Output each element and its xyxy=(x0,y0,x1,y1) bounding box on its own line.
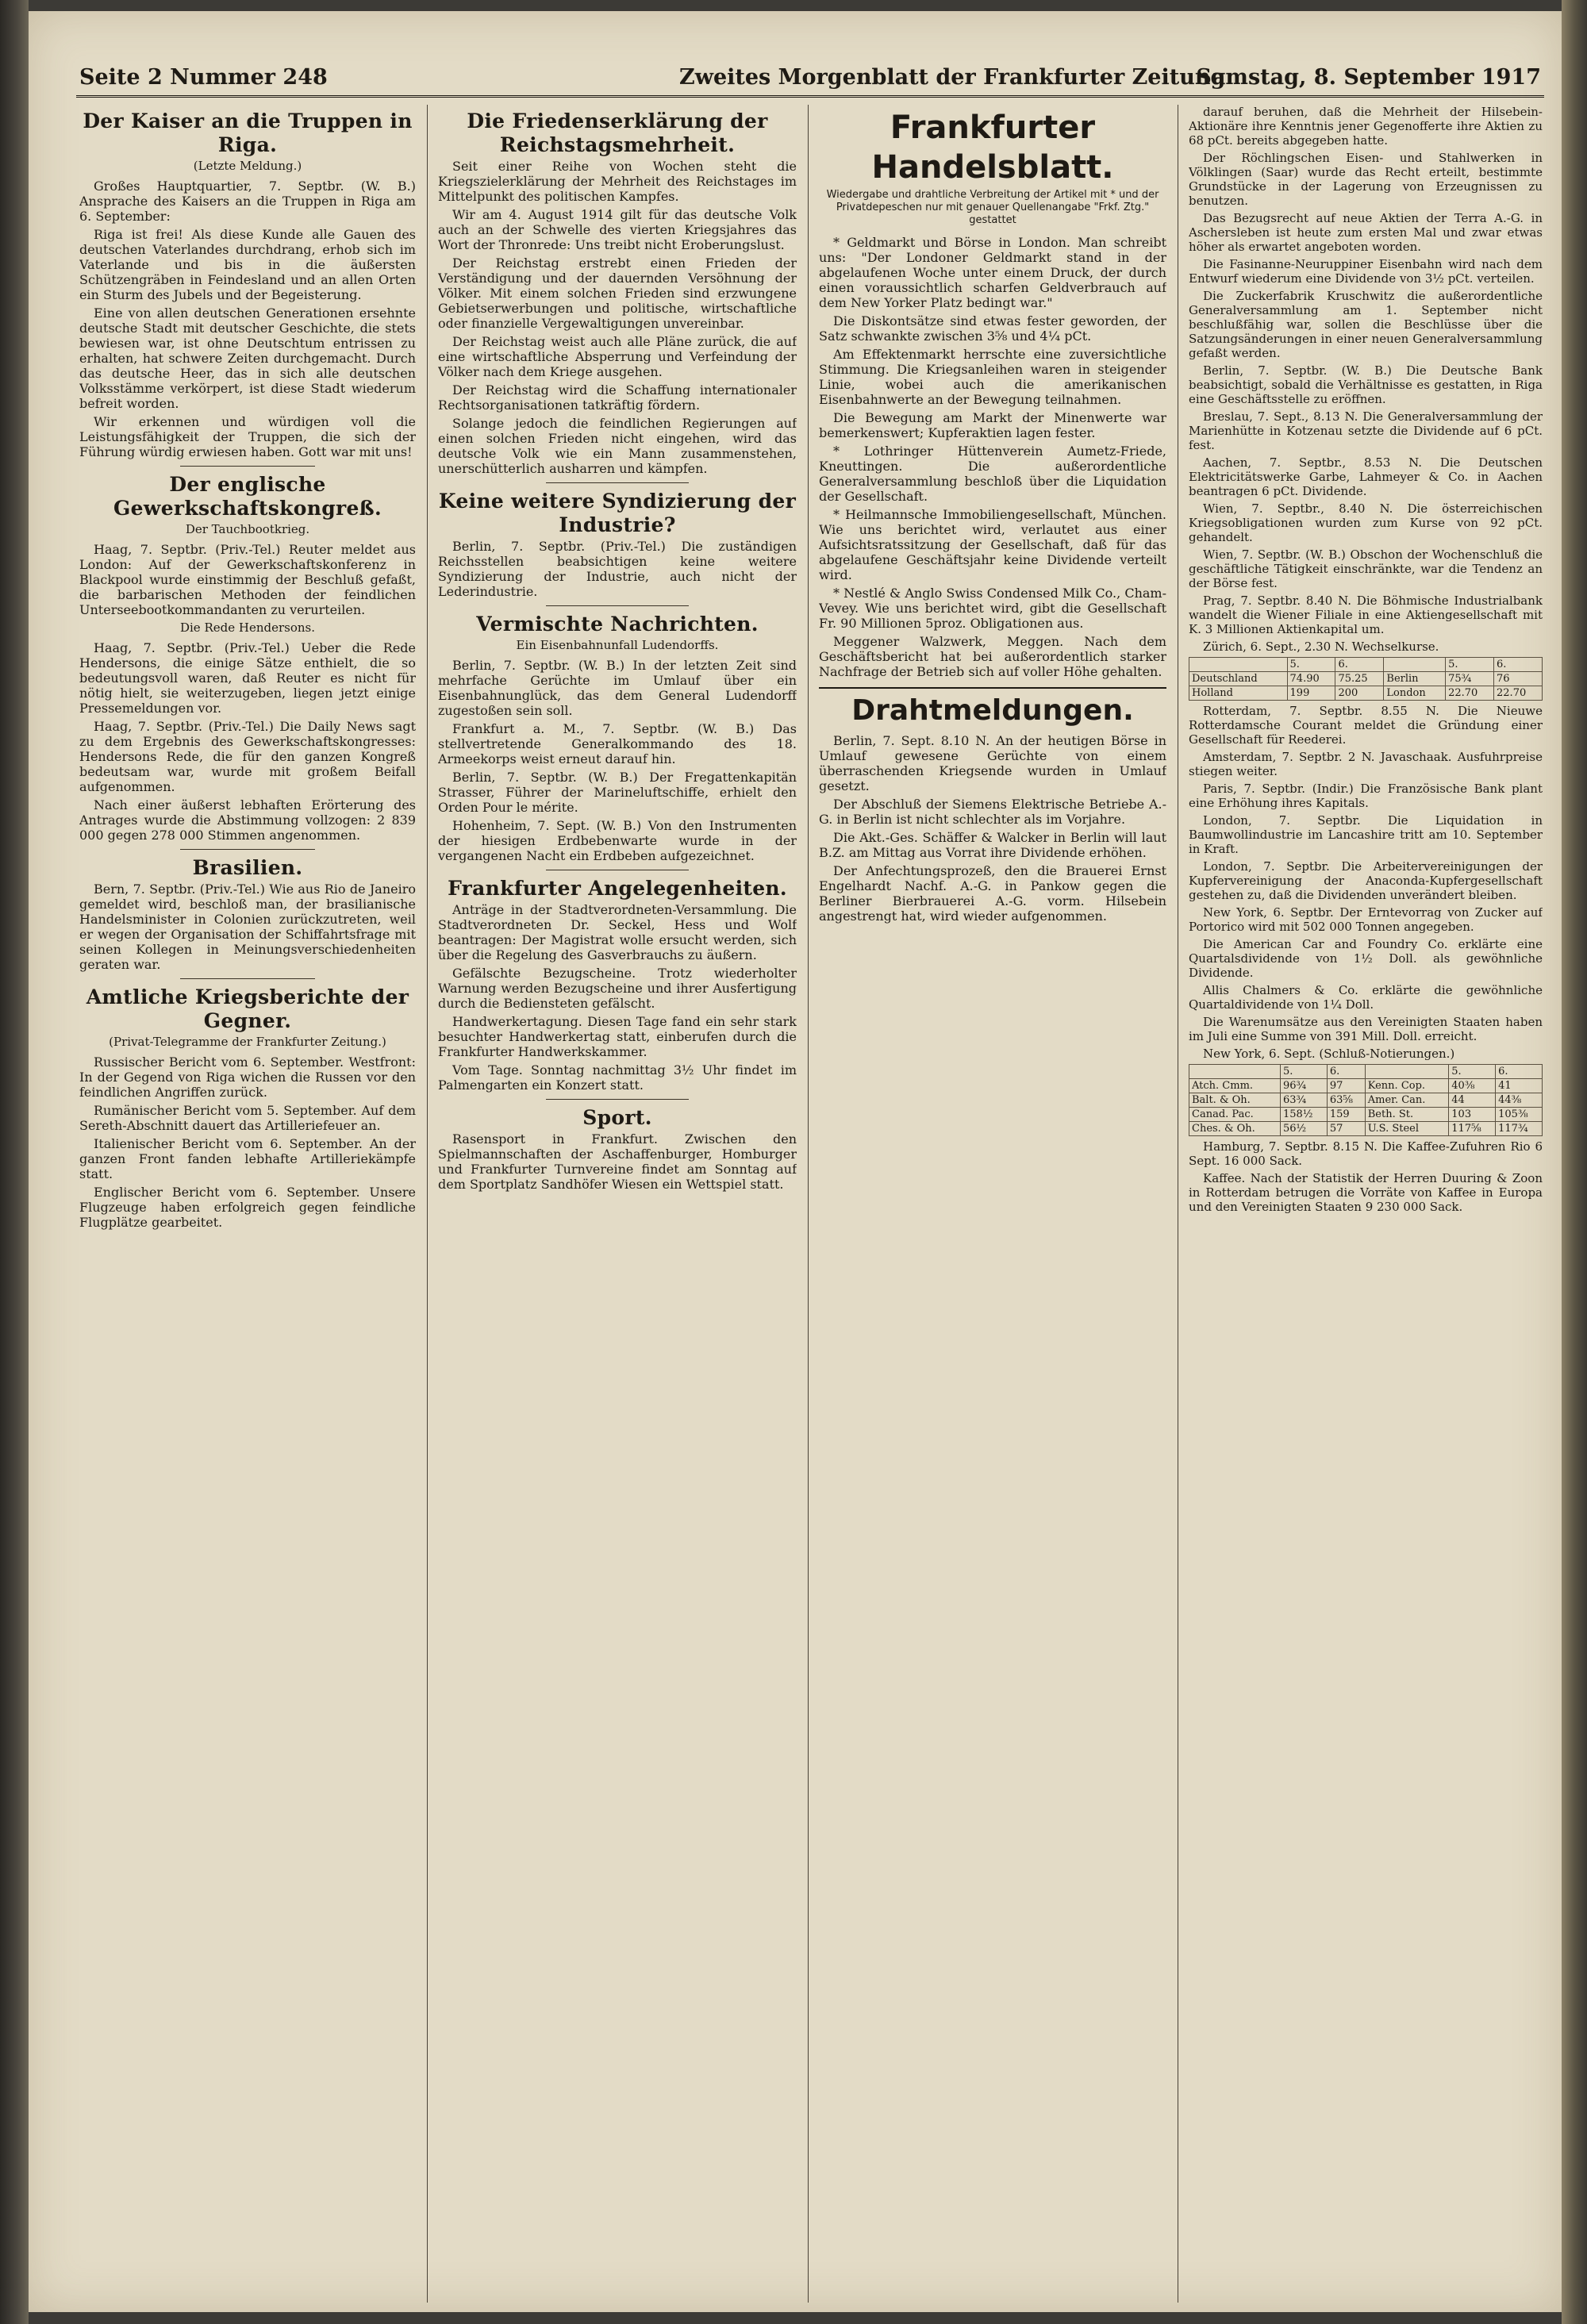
table-cell: Berlin xyxy=(1384,672,1446,686)
paragraph: Hohenheim, 7. Sept. (W. B.) Von den Instrumenten der hiesigen Erdbebenwarte wurde in der vergangenen Nacht ein Erdbeben aufgezeichnet. xyxy=(438,818,797,863)
paragraph: Nach einer äußerst lebhaften Erörterung des Antrages wurde die Abstimmung vollzogen: 2 839 000 gegen 278 000 Stimmen angenommen. xyxy=(79,797,416,843)
page-header xyxy=(76,63,1544,98)
table-header-row xyxy=(1189,658,1543,672)
column-4 xyxy=(1189,105,1543,2311)
separator xyxy=(180,849,315,850)
paragraph: Der Abschluß der Siemens Elektrische Betriebe A.-G. in Berlin ist nicht schlechter als im Vorjahre. xyxy=(819,797,1166,827)
table-cell: 6. xyxy=(1494,658,1543,672)
paragraph: darauf beruhen, daß die Mehrheit der Hilsebein-Aktionäre ihre Kenntnis jener Gegenofferte ihre Aktien zu 68 pCt. bereits abgegeben hatte. xyxy=(1189,105,1543,148)
article-syndizierung xyxy=(438,490,797,599)
table-row xyxy=(1189,1108,1543,1122)
paragraph: Eine von allen deutschen Generationen ersehnte deutsche Stadt mit deutscher Geschichte, die stets bewiesen war, ist ohne Deutschtum entrissen zu erhalten, hat schwere Zeiten durchgemacht. Durch das deutsche Heer, das in sich alle deutschen Volksstämme verkörpert, ist diese Stadt wiederum befreit worden. xyxy=(79,305,416,411)
paragraph: * Nestlé & Anglo Swiss Condensed Milk Co., Cham-Vevey. Wie uns berichtet wird, gibt die Gesellschaft Fr. 90 Millionen 5proz. Obligationen aus. xyxy=(819,586,1166,631)
paragraph: Zürich, 6. Sept., 2.30 N. Wechselkurse. xyxy=(1203,640,1439,654)
table-cell: 200 xyxy=(1335,686,1384,701)
table-cell: 76 xyxy=(1494,672,1543,686)
ny-quotes-table xyxy=(1189,1064,1543,1136)
table-cell: Beth. St. xyxy=(1365,1108,1449,1122)
table-cell: 41 xyxy=(1496,1079,1543,1093)
paragraph: Berlin, 7. Septbr. (W. B.) Der Fregattenkapitän Strasser, Führer der Marineluftschiffe, erhielt den Orden Pour le mérite. xyxy=(438,770,797,815)
table-cell: 75¾ xyxy=(1446,672,1494,686)
table-row xyxy=(1189,672,1543,686)
table-row xyxy=(1189,1079,1543,1093)
table-cell: 117¾ xyxy=(1496,1122,1543,1136)
paragraph: Die American Car and Foundry Co. erklärte eine Quartalsdividende von 1½ Doll. als gewöhnliche Dividende. xyxy=(1189,937,1543,980)
paragraph: Die Akt.-Ges. Schäffer & Walcker in Berlin will laut B.Z. am Mittag aus Vorrat ihre Dividende erhöhen. xyxy=(819,830,1166,860)
table-cell: 44 xyxy=(1449,1093,1496,1108)
separator xyxy=(546,605,690,606)
article-subtitle: Ein Eisenbahnunfall Ludendorffs. xyxy=(516,638,719,652)
article-title: Der Kaiser an die Truppen in Riga. xyxy=(83,109,413,156)
article-gewerkschaftskongress xyxy=(79,473,416,843)
table-cell: 22.70 xyxy=(1446,686,1494,701)
paragraph: Die Fasinanne-Neuruppiner Eisenbahn wird nach dem Entwurf wiederum eine Dividende von 3½ pCt. verteilen. xyxy=(1189,257,1543,286)
paragraph: Die Warenumsätze aus den Vereinigten Staaten haben im Juli eine Summe von 391 Mill. Doll. erreicht. xyxy=(1189,1015,1543,1043)
paragraph: Amsterdam, 7. Septbr. 2 N. Javaschaak. Ausfuhrpreise stiegen weiter. xyxy=(1189,750,1543,778)
table-cell: Holland xyxy=(1189,686,1288,701)
table-cell: 117⅝ xyxy=(1449,1122,1496,1136)
paragraph: Am Effektenmarkt herrschte eine zuversichtliche Stimmung. Die Kriegsanleihen waren in steigender Linie, wobei auch die amerikanischen Eisenbahnwerte an der Bewegung teilnahmen. xyxy=(819,347,1166,407)
paragraph: Das Bezugsrecht auf neue Aktien der Terra A.-G. in Aschersleben ist heute zum ersten Mal und zwar etwas höher als erwartet angeboten worden. xyxy=(1189,211,1543,254)
header-right: Samstag, 8. September 1917 xyxy=(1196,65,1541,90)
article-title: Sport. xyxy=(582,1106,652,1129)
article-title: Der englische Gewerkschaftskongreß. xyxy=(113,473,382,520)
paragraph: Haag, 7. Septbr. (Priv.-Tel.) Ueber die Rede Hendersons, die einige Sätze enthielt, die so bedeutungsvoll waren, daß Reuter es nicht für nötig hielt, sie weiterzugeben, liegen jetzt einige Pressemeldungen vor. xyxy=(79,640,416,716)
paragraph: Frankfurt a. M., 7. Septbr. (W. B.) Das stellvertretende Generalkommando des 18. Armeekorps weist erneut darauf hin. xyxy=(438,721,797,766)
table-cell: 159 xyxy=(1327,1108,1365,1122)
table-cell: Canad. Pac. xyxy=(1189,1108,1281,1122)
article-subtitle: Der Tauchbootkrieg. xyxy=(185,522,310,536)
article-market-notes xyxy=(1189,105,1543,1214)
paragraph: Berlin, 7. Sept. 8.10 N. An der heutigen Börse in Umlauf gewesene Gerüchte von einem überraschenden Kriegsende wurden in Umlauf gesetzt. xyxy=(819,733,1166,793)
article-title: Keine weitere Syndizierung der Industrie? xyxy=(438,490,797,536)
table-cell: 6. xyxy=(1335,658,1384,672)
separator xyxy=(180,978,315,979)
paragraph: Rotterdam, 7. Septbr. 8.55 N. Die Nieuwe Rotterdamsche Courant meldet die Gründung einer Gesellschaft für Reederei. xyxy=(1189,704,1543,747)
article-subtitle: (Letzte Meldung.) xyxy=(193,159,302,173)
section-subtitle: Wiedergabe und drahtliche Verbreitung der Artikel mit * und der Privatdepeschen nur mit genauer Quellenangabe "Frkf. Ztg." gestattet xyxy=(826,189,1159,226)
paragraph: Haag, 7. Septbr. (Priv.-Tel.) Reuter meldet aus London: Auf der Gewerkschaftskonferenz in Blackpool wurde einstimmig der Beschluß gefaßt, die barbarischen Methoden der feindlichen Unterseebootkommandanten zu verurteilen. xyxy=(79,542,416,617)
paragraph: * Lothringer Hüttenverein Aumetz-Friede, Kneuttingen. Die außerordentliche Generalversammlung beschloß über die Liquidation der Gesellschaft. xyxy=(819,444,1166,504)
table-cell: 105⅜ xyxy=(1496,1108,1543,1122)
table-cell: Deutschland xyxy=(1189,672,1288,686)
article-kriegsberichte xyxy=(79,985,416,1230)
paragraph: Der Röchlingschen Eisen- und Stahlwerken in Völklingen (Saar) wurde das Recht erteilt, bestimmte Grundstücke in der Lagerung von Erzeugnissen zu benutzen. xyxy=(1189,151,1543,208)
table-cell: 22.70 xyxy=(1494,686,1543,701)
table-cell xyxy=(1365,1065,1449,1079)
article-subtitle: (Privat-Telegramme der Frankfurter Zeitung.) xyxy=(109,1035,386,1049)
paragraph: Solange jedoch die feindlichen Regierungen auf einen solchen Frieden nicht eingehen, wird das deutsche Volk wie ein Mann zusammenstehen, unerschütterlich ausharren und kämpfen. xyxy=(438,416,797,476)
paragraph: Wien, 7. Septbr., 8.40 N. Die österreichischen Kriegsobligationen wurden zum Kurse von 92 pCt. gehandelt. xyxy=(1189,501,1543,544)
paragraph: Riga ist frei! Als diese Kunde alle Gauen des deutschen Vaterlandes durchdrang, erhob sich im Vaterlande und bis in die äußersten Schützengräben in Feindesland und an allen Orten ein Sturm des Jubels und der Begeisterung. xyxy=(79,227,416,302)
paragraph: Paris, 7. Septbr. (Indir.) Die Französische Bank plant eine Erhöhung ihres Kapitals. xyxy=(1189,782,1543,810)
page-edge xyxy=(1562,0,1587,2324)
paragraph: Breslau, 7. Sept., 8.13 N. Die Generalversammlung der Marienhütte in Kotzenau setzte die Dividende auf 6 pCt. fest. xyxy=(1189,409,1543,452)
table-cell: 57 xyxy=(1327,1122,1365,1136)
table-cell: 97 xyxy=(1327,1079,1365,1093)
section-subhead: Die Rede Hendersons. xyxy=(179,620,315,635)
article-friedenserklaerung xyxy=(438,109,797,476)
paragraph: Hamburg, 7. Septbr. 8.15 N. Die Kaffee-Zufuhren Rio 6 Sept. 16 000 Sack. xyxy=(1189,1139,1543,1168)
table-cell: 63⅝ xyxy=(1327,1093,1365,1108)
section-title-handelsblatt: Frankfurter Handelsblatt. xyxy=(871,109,1114,186)
table-cell: Kenn. Cop. xyxy=(1365,1079,1449,1093)
table-cell: 44⅜ xyxy=(1496,1093,1543,1108)
paragraph: Meggener Walzwerk, Meggen. Nach dem Geschäftsbericht hat bei außerordentlich starker Nachfrage der Betrieb sich auf voller Höhe gehalten. xyxy=(819,634,1166,679)
paragraph: Der Reichstag wird die Schaffung internationaler Rechtsorganisationen tatkräftig fördern. xyxy=(438,382,797,413)
paragraph: Handwerkertagung. Diesen Tage fand ein sehr stark besuchter Handwerkertag statt, einberufen durch die Frankfurter Handwerkskammer. xyxy=(438,1014,797,1059)
paragraph: * Heilmannsche Immobiliengesellschaft, München. Wie uns berichtet wird, verlautet aus einer Aufsichtsratssitzung der Gesellschaft, daß für das abgelaufene Geschäftsjahr keine Dividende verteilt wird. xyxy=(819,507,1166,582)
article-title: Frankfurter Angelegenheiten. xyxy=(448,877,787,900)
paragraph: Bern, 7. Septbr. (Priv.-Tel.) Wie aus Rio de Janeiro gemeldet wird, beschloß man, der brasilianische Handelsminister in Colonien zurückzutreten, weil er wegen der Organisation der Schiffahrtsfrage mit seinen Kollegen in Meinungsverschiedenheiten geraten war. xyxy=(79,882,416,972)
header-left: Seite 2 Nummer 248 xyxy=(79,65,328,90)
table-cell: 75.25 xyxy=(1335,672,1384,686)
paragraph: Berlin, 7. Septbr. (W. B.) In der letzten Zeit sind mehrfache Gerüchte im Umlauf über ein Eisenbahnunglück, das dem General Ludendorff zugestoßen sein soll. xyxy=(438,658,797,718)
table-cell xyxy=(1384,658,1446,672)
paragraph: Die Diskontsätze sind etwas fester geworden, der Satz schwankte zwischen 3⅝ und 4¼ pCt. xyxy=(819,313,1166,344)
table-cell: 103 xyxy=(1449,1108,1496,1122)
separator xyxy=(546,482,690,483)
column-1 xyxy=(79,105,416,2311)
paragraph: Aachen, 7. Septbr., 8.53 N. Die Deutschen Elektricitätswerke Garbe, Lahmeyer & Co. in Aachen beantragen 6 pCt. Dividende. xyxy=(1189,455,1543,498)
table-cell: 199 xyxy=(1287,686,1335,701)
table-cell xyxy=(1189,658,1288,672)
table-row xyxy=(1189,1122,1543,1136)
paragraph: Berlin, 7. Septbr. (Priv.-Tel.) Die zuständigen Reichsstellen beabsichtigen keine weitere Syndizierung der Industrie, auch nicht der Lederindustrie. xyxy=(438,539,797,599)
zurich-rates-table xyxy=(1189,657,1543,701)
paragraph: Seit einer Reihe von Wochen steht die Kriegszielerklärung der Mehrheit des Reichstages im Mittelpunkt des politischen Kampfes. xyxy=(438,159,797,204)
article-sport xyxy=(438,1106,797,1192)
table-cell: 63¾ xyxy=(1281,1093,1328,1108)
table-cell: 40⅜ xyxy=(1449,1079,1496,1093)
table-cell: 56½ xyxy=(1281,1122,1328,1136)
paragraph: Allis Chalmers & Co. erklärte die gewöhnliche Quartaldividende von 1¼ Doll. xyxy=(1189,983,1543,1012)
paragraph: New York, 6. Septbr. Der Erntevorrag von Zucker auf Portorico wird mit 502 000 Tonnen angegeben. xyxy=(1189,905,1543,934)
article-handelsblatt xyxy=(819,108,1166,679)
table-cell xyxy=(1189,1065,1281,1079)
paragraph: London, 7. Septbr. Die Arbeitervereinigungen der Kupfervereinigung der Anaconda-Kupfergesellschaft gestehen zu, daß die Dividenden unverändert bleiben. xyxy=(1189,859,1543,902)
article-brasilien xyxy=(79,856,416,972)
book-binding xyxy=(0,0,29,2324)
table-cell: 5. xyxy=(1281,1065,1328,1079)
paragraph: Wir am 4. August 1914 gilt für das deutsche Volk auch an der Schwelle des vierten Kriegsjahres das Wort der Thronrede: Uns treibt nicht Eroberungslust. xyxy=(438,207,797,252)
paragraph: Anträge in der Stadtverordneten-Versammlung. Die Stadtverordneten Dr. Seckel, Hess und Wolf beantragen: Der Magistrat wolle ersucht werden, sich über die Regelung des Gasverbrauchs zu äußern. xyxy=(438,902,797,962)
paragraph: Prag, 7. Septbr. 8.40 N. Die Böhmische Industrialbank wandelt die Wiener Filiale in eine Aktiengesellschaft mit K. 3 Millionen Aktienkapital um. xyxy=(1189,593,1543,636)
paragraph: Der Anfechtungsprozeß, den die Brauerei Ernst Engelhardt Nachf. A.-G. in Pankow gegen die Berliner Bierbrauerei A.-G. vorm. Hilsebein angestrengt hat, wird wieder aufgenommen. xyxy=(819,863,1166,924)
table-cell: 96¾ xyxy=(1281,1079,1328,1093)
table-cell: 6. xyxy=(1496,1065,1543,1079)
paragraph: Russischer Bericht vom 6. September. Westfront: In der Gegend von Riga wichen die Russen vor den feindlichen Angriffen zurück. xyxy=(79,1054,416,1100)
paragraph: Der Reichstag weist auch alle Pläne zurück, die auf eine wirtschaftliche Absperrung und Verfeindung der Völker nach dem Kriege ausgehen. xyxy=(438,334,797,379)
table-cell: 74.90 xyxy=(1287,672,1335,686)
table-row xyxy=(1189,1093,1543,1108)
paragraph: Der Reichstag erstrebt einen Frieden der Verständigung und der dauernden Versöhnung der Völker. Mit einem solchen Frieden sind erzwungene Gebietserwerbungen und politische, wirtschaftliche oder finanzielle Vergewaltigungen unvereinbar. xyxy=(438,255,797,331)
table-cell: 5. xyxy=(1449,1065,1496,1079)
paragraph: * Geldmarkt und Börse in London. Man schreibt uns: "Der Londoner Geldmarkt stand in der abgelaufenen Woche unter einem Druck, der durch einen voraussichtlich scharfen Geldverbrauch auf dem New Yorker Platz bedingt war." xyxy=(819,235,1166,310)
paragraph: Italienischer Bericht vom 6. September. An der ganzen Front fanden lebhafte Artilleriekämpfe statt. xyxy=(79,1136,416,1181)
paragraph: Rasensport in Frankfurt. Zwischen den Spielmannschaften der Aschaffenburger, Homburger und Frankfurter Turnvereine findet am Sonntag auf dem Sportplatz Sandhöfer Wiesen ein Wettspiel statt. xyxy=(438,1131,797,1192)
table-cell: 158½ xyxy=(1281,1108,1328,1122)
newspaper-page xyxy=(29,11,1562,2312)
table-cell: U.S. Steel xyxy=(1365,1122,1449,1136)
article-drahtmeldungen xyxy=(819,687,1166,924)
article-title: Die Friedenserklärung der Reichstagsmehrheit. xyxy=(467,109,768,156)
column-3 xyxy=(819,105,1166,2311)
paragraph: Die Bewegung am Markt der Minenwerte war bemerkenswert; Kupferaktien lagen fester. xyxy=(819,410,1166,440)
article-vermischte xyxy=(438,613,797,863)
article-title: Amtliche Kriegsberichte der Gegner. xyxy=(86,985,409,1032)
table-cell: Ches. & Oh. xyxy=(1189,1122,1281,1136)
table-cell: London xyxy=(1384,686,1446,701)
table-cell: Atch. Cmm. xyxy=(1189,1079,1281,1093)
paragraph: London, 7. Septbr. Die Liquidation in Baumwollindustrie im Lancashire tritt am 10. September in Kraft. xyxy=(1189,813,1543,856)
column-rule xyxy=(808,105,809,2303)
paragraph: Großes Hauptquartier, 7. Septbr. (W. B.) Ansprache des Kaisers an die Truppen in Riga am 6. September: xyxy=(79,179,416,224)
table-cell: 5. xyxy=(1446,658,1494,672)
article-title: Vermischte Nachrichten. xyxy=(476,613,759,636)
paragraph: Wir erkennen und würdigen voll die Leistungsfähigkeit der Truppen, die sich der Führung würdig erwiesen haben. Gott war mit uns! xyxy=(79,414,416,459)
paragraph: Wien, 7. Septbr. (W. B.) Obschon der Wochenschluß die geschäftliche Tätigkeit einschränkte, war die Tendenz an der Börse fest. xyxy=(1189,547,1543,590)
article-kaiser xyxy=(79,109,416,459)
paragraph: Rumänischer Bericht vom 5. September. Auf dem Sereth-Abschnitt dauert das Artilleriefeuer an. xyxy=(79,1103,416,1133)
paragraph: Berlin, 7. Septbr. (W. B.) Die Deutsche Bank beabsichtigt, sobald die Verhältnisse es gestatten, in Riga eine Geschäftsstelle zu eröffnen. xyxy=(1189,363,1543,406)
table-cell: Amer. Can. xyxy=(1365,1093,1449,1108)
paragraph: Gefälschte Bezugscheine. Trotz wiederholter Warnung werden Bezugscheine und ihrer Ausfertigung durch die Bediensteten gefälscht. xyxy=(438,966,797,1011)
table-cell: Balt. & Oh. xyxy=(1189,1093,1281,1108)
table-row xyxy=(1189,686,1543,701)
paragraph: Die Zuckerfabrik Kruschwitz die außerordentliche Generalversammlung am 1. September nicht beschlußfähig war, sollen die Beschlüsse über die Satzungsänderungen in einer neuen Generalversammlung gefaßt werden. xyxy=(1189,289,1543,360)
table-header-row xyxy=(1189,1065,1543,1079)
table-cell: 6. xyxy=(1327,1065,1365,1079)
article-title: Brasilien. xyxy=(192,856,303,879)
separator xyxy=(180,466,315,467)
section-title-drahtmeldungen: Drahtmeldungen. xyxy=(819,687,1166,728)
column-2 xyxy=(438,105,797,2311)
column-rule xyxy=(427,105,428,2303)
table-cell: 5. xyxy=(1287,658,1335,672)
paragraph: Haag, 7. Septbr. (Priv.-Tel.) Die Daily News sagt zu dem Ergebnis des Gewerkschaftskongresses: Hendersons Rede, die für den ganzen Kongreß bedeutsam war, wurde mit großem Beifall aufgenommen. xyxy=(79,719,416,794)
paragraph: Kaffee. Nach der Statistik der Herren Duuring & Zoon in Rotterdam betrugen die Vorräte von Kaffee in Europa und den Vereinigten Staaten 9 230 000 Sack. xyxy=(1189,1171,1543,1214)
separator xyxy=(546,1099,690,1100)
header-center: Zweites Morgenblatt der Frankfurter Zeitung xyxy=(679,65,1226,90)
paragraph: Vom Tage. Sonntag nachmittag 3½ Uhr findet im Palmengarten ein Konzert statt. xyxy=(438,1062,797,1093)
article-frankfurter-angelegenheiten xyxy=(438,877,797,1093)
paragraph: Englischer Bericht vom 6. September. Unsere Flugzeuge haben erfolgreich gegen feindliche Flugplätze gearbeitet. xyxy=(79,1185,416,1230)
paragraph: New York, 6. Sept. (Schluß-Notierungen.) xyxy=(1203,1047,1455,1061)
